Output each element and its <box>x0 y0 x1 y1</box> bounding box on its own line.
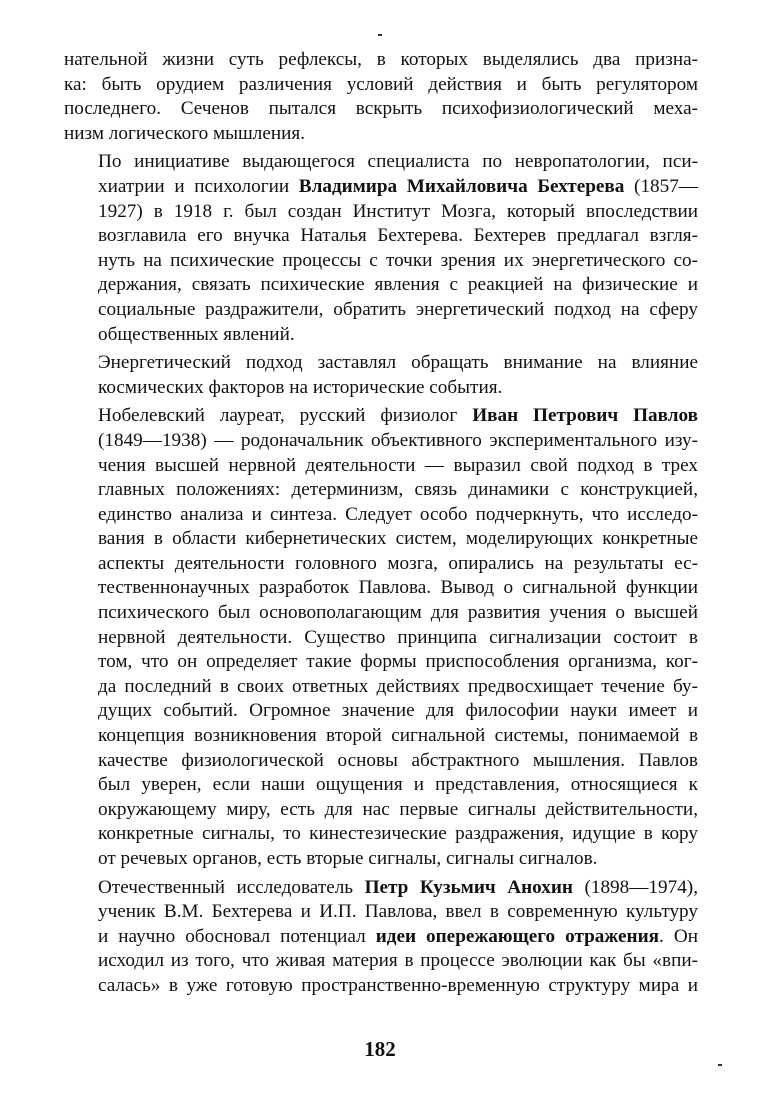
text-run: (1898—1974), <box>572 876 698 898</box>
paragraph <box>64 876 698 999</box>
text-line <box>64 900 698 925</box>
text-line <box>64 376 698 401</box>
text-line <box>64 626 698 651</box>
text-line <box>64 925 698 950</box>
text-run: психического был основополагающим для развития учения о высшей <box>98 602 698 624</box>
page-number: 182 <box>364 1037 396 1061</box>
text-line <box>64 150 698 175</box>
scan-speck <box>378 34 382 36</box>
body-text <box>64 48 698 1003</box>
text-line <box>64 974 698 999</box>
text-line <box>64 273 698 298</box>
text-run: был уверен, если наши ощущения и представления, относящиеся к <box>98 774 698 796</box>
text-run: чения высшей нервной деятельности — выразил свой подход в трех <box>98 454 698 476</box>
text-run: Энергетический подход заставлял обращать внимание на влияние <box>98 352 698 374</box>
bold-name: Владимира Михайловича Бехтерева <box>298 175 625 197</box>
text-line <box>64 576 698 601</box>
bold-name: Иван Петрович Павлов <box>472 405 698 427</box>
text-run: держания, связать психические явления с реакцией на физические и <box>98 274 698 296</box>
text-line <box>64 699 698 724</box>
paragraph <box>64 150 698 347</box>
text-run: общественных явлений. <box>98 323 295 345</box>
text-line <box>64 122 698 147</box>
text-line <box>64 224 698 249</box>
text-run: качестве физиологической основы абстрактного мышления. Павлов <box>98 749 698 771</box>
text-run: конкретные сигналы, то кинестезические раздражения, идущие в кору <box>98 823 698 845</box>
text-line <box>64 724 698 749</box>
text-run: и научно обосновал потенциал <box>98 925 376 947</box>
text-run: исходил из того, что живая материя в процессе эволюции как бы «впи- <box>98 950 698 972</box>
text-line <box>64 478 698 503</box>
text-run: нуть на психические процессы с точки зрения их энергетического со- <box>98 249 698 271</box>
text-run: ка: быть орудием различения условий действия и быть регулятором <box>64 73 698 95</box>
text-run: единство анализа и синтеза. Следует особо подчеркнуть, что исследо- <box>98 503 698 525</box>
text-run: нервной деятельности. Существо принципа сигнализации состоит в <box>98 626 698 648</box>
text-run: том, что он определяет такие формы приспособления организма, ког- <box>98 651 698 673</box>
text-run: (1857— <box>624 175 699 197</box>
text-run: хиатрии и психологии <box>98 175 299 197</box>
text-line <box>64 675 698 700</box>
text-run: главных положениях: детерминизм, связь динамики с конструкцией, <box>98 479 698 501</box>
text-line <box>64 650 698 675</box>
text-run: вания в области кибернетических систем, моделирующих конкретные <box>98 528 698 550</box>
text-line <box>64 527 698 552</box>
text-run: окружающему миру, есть для нас первые сигналы действительности, <box>98 798 698 820</box>
text-run: По инициативе выдающегося специалиста по невропатологии, пси- <box>98 151 698 173</box>
bold-name: Петр Кузьмич Анохин <box>364 876 573 898</box>
text-line <box>64 298 698 323</box>
text-line <box>64 949 698 974</box>
text-line <box>64 773 698 798</box>
text-run: аспекты деятельности головного мозга, опирались на результаты ес- <box>98 552 698 574</box>
paragraph <box>64 48 698 146</box>
text-run: Нобелевский лауреат, русский физиолог <box>98 405 473 427</box>
text-line <box>64 323 698 348</box>
text-run: дущих событий. Огромное значение для философии науки имеет и <box>98 700 698 722</box>
text-run: от речевых органов, есть вторые сигналы, сигналы сигналов. <box>98 848 598 869</box>
text-line <box>64 73 698 98</box>
text-run: низм логического мышления. <box>64 122 306 144</box>
text-run: концепция возникновения второй сигнальной системы, понимаемой в <box>98 725 698 747</box>
text-line <box>64 552 698 577</box>
text-run: социальные раздражители, обратить энергетический подход на сферу <box>98 298 698 320</box>
text-run: . Он <box>659 925 698 947</box>
text-line <box>64 97 698 122</box>
text-line <box>64 454 698 479</box>
text-line <box>64 876 698 901</box>
bold-name: идеи опережающего отражения <box>375 925 660 947</box>
text-run: да последний в своих ответных действиях предвосхищает течение бу- <box>98 675 698 697</box>
text-line <box>64 503 698 528</box>
text-line <box>64 798 698 823</box>
text-run: Отечественный исследователь <box>98 876 365 898</box>
text-run: нательной жизни суть рефлексы, в которых выделялись два призна- <box>64 49 698 70</box>
text-run: космических факторов на исторические события. <box>98 376 503 398</box>
text-line <box>64 601 698 626</box>
scan-speck <box>718 1064 722 1066</box>
text-line <box>64 847 698 872</box>
text-line <box>64 200 698 225</box>
text-line <box>64 822 698 847</box>
text-run: ученик В.М. Бехтерева и И.П. Павлова, ввел в современную культуру <box>98 901 698 923</box>
text-run: салась» в уже готовую пространственно-временную структуру мира и <box>98 974 698 996</box>
text-line <box>64 351 698 376</box>
text-line <box>64 429 698 454</box>
text-run: 1927) в 1918 г. был создан Институт Мозга, который впоследствии <box>98 200 698 222</box>
text-run: (1849—1938) — родоначальник объективного экспериментального изу- <box>98 429 698 451</box>
text-line <box>64 48 698 73</box>
paragraph <box>64 404 698 871</box>
text-run: последнего. Сеченов пытался вскрыть психофизиологический меха- <box>64 98 698 120</box>
paragraph <box>64 351 698 400</box>
text-line <box>64 749 698 774</box>
text-run: возглавила его внучка Наталья Бехтерева. Бехтерев предлагал взгля- <box>98 225 698 247</box>
text-line <box>64 175 698 200</box>
text-line <box>64 249 698 274</box>
text-line <box>64 404 698 429</box>
text-run: тественнонаучных разработок Павлова. Вывод о сигнальной функции <box>98 577 698 599</box>
